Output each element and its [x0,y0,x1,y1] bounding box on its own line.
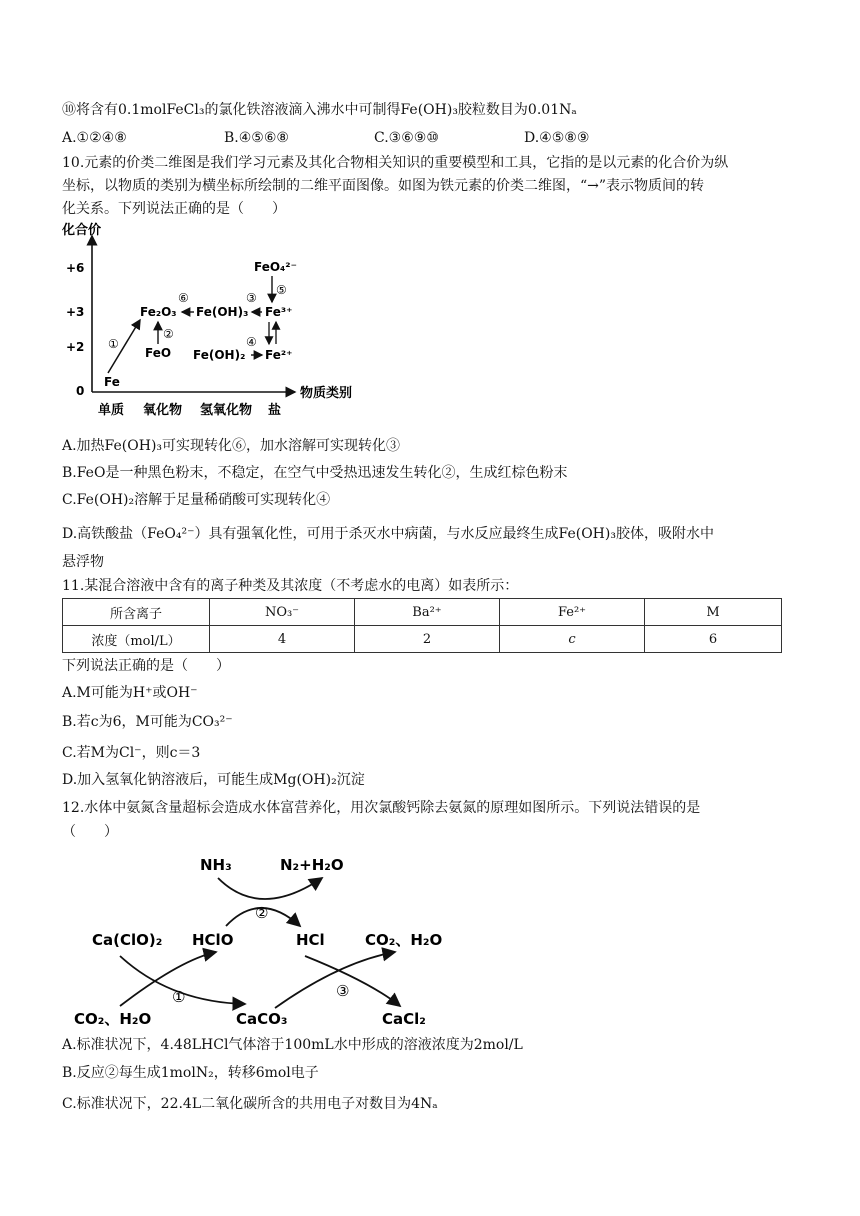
species-fe3: Fe³⁺ [265,305,293,319]
q12-option-c[interactable]: C.标准状况下，22.4L二氧化碳所含的共用电子对数目为4Nₐ [62,1096,438,1112]
label-caco3: CaCO₃ [236,1010,288,1028]
q11-stem: 11.某混合溶液中含有的离子种类及其浓度（不考虑水的电离）如表所示： [62,578,519,594]
label-hcl: HCl [296,931,325,949]
xcat-salt: 盐 [268,403,282,418]
ammonia-removal-diagram [60,842,480,1032]
x-axis-label: 物质类别 [300,386,353,401]
ytick-plus6: +6 [66,261,85,275]
q9-option-c[interactable]: C.③⑥⑨⑩ [374,130,439,146]
table-cell: 4 [210,626,355,653]
xcat-hydroxide: 氢氧化物 [200,403,253,418]
arrow-2-curve-top [218,878,322,899]
step-3: ③ [336,982,350,1000]
table-header-cell: Ba²⁺ [355,599,500,626]
q10-option-d-continued: 悬浮物 [62,554,104,570]
table-header-cell: 所含离子 [63,599,210,626]
label-hclo: HClO [192,931,234,949]
q10-option-b[interactable]: B.FeO是一种黑色粉末，不稳定，在空气中受热迅速发生转化②，生成红棕色粉末 [62,465,568,481]
q9-option-b[interactable]: B.④⑤⑥⑧ [224,130,289,146]
q9-item-10: ⑩将含有0.1molFeCl₃的氯化铁溶液滴入沸水中可制得Fe(OH)₃胶粒数目为0.01Nₐ [62,102,577,118]
step-2: ② [163,327,174,341]
table-header-row [63,599,782,626]
y-axis-label: 化合价 [62,223,102,238]
step-1: ① [172,988,186,1006]
q11-option-a[interactable]: A.M可能为H⁺或OH⁻ [62,685,198,701]
label-cacl2: CaCl₂ [382,1010,426,1028]
species-feoh2: Fe(OH)₂ [193,348,246,362]
q10-stem-line-2: 坐标，以物质的类别为横坐标所绘制的二维平面图像。如图为铁元素的价类二维图，“→”表示物质间的转 [62,178,705,194]
table-header-cell: M [645,599,782,626]
q10-option-c[interactable]: C.Fe(OH)₂溶解于足量稀硝酸可实现转化④ [62,492,331,508]
xcat-oxide: 氧化物 [143,403,183,418]
q11-option-c[interactable]: C.若M为Cl⁻，则c＝3 [62,745,201,761]
table-cell: c [500,626,645,653]
label-co2-h2o-left: CO₂、H₂O [74,1010,152,1028]
step-5: ⑤ [276,283,287,297]
species-feo4: FeO₄²⁻ [254,260,297,274]
table-row [63,626,782,653]
ytick-plus3: +3 [66,305,85,319]
q11-question: 下列说法正确的是（ ） [62,658,230,674]
table-cell: 2 [355,626,500,653]
species-fe: Fe [104,375,120,389]
ytick-zero: 0 [76,384,85,398]
step-6: ⑥ [178,291,189,305]
q12-option-a[interactable]: A.标准状况下，4.48LHCl气体溶于100mL水中形成的溶液浓度为2mol/L [62,1037,523,1053]
species-feoh3: Fe(OH)₃ [196,305,249,319]
species-fe2o3: Fe₂O₃ [140,305,177,319]
table-header-cell: NO₃⁻ [210,599,355,626]
ion-concentration-table [62,598,782,653]
q12-stem-line-1: 12.水体中氨氮含量超标会造成水体富营养化，用次氯酸钙除去氨氮的原理如图所示。下列说法错误的是 [62,800,701,816]
q10-option-a[interactable]: A.加热Fe(OH)₃可实现转化⑥，加水溶解可实现转化③ [62,438,401,454]
label-n2-h2o: N₂+H₂O [280,856,344,874]
q10-option-d[interactable]: D.高铁酸盐（FeO₄²⁻）具有强氧化性，可用于杀灭水中病菌，与水反应最终生成Fe(OH)₃胶体，吸附水中 [62,526,714,542]
step-2: ② [255,904,269,922]
label-ca-clo2: Ca(ClO)₂ [92,931,163,949]
step-4: ④ [246,335,257,349]
table-cell: 6 [645,626,782,653]
step-1: ① [108,337,119,351]
iron-valence-category-diagram [60,220,360,425]
q9-option-d[interactable]: D.④⑤⑧⑨ [524,130,590,146]
arrow-3-curve-bottom [275,952,395,1008]
ytick-plus2: +2 [66,340,85,354]
q11-option-d[interactable]: D.加入氢氧化钠溶液后，可能生成Mg(OH)₂沉淀 [62,772,365,788]
step-3: ③ [246,291,257,305]
table-header-cell: Fe²⁺ [500,599,645,626]
label-co2-h2o-right: CO₂、H₂O [365,931,443,949]
table-cell: 浓度（mol/L） [63,626,210,653]
xcat-element: 单质 [98,403,125,418]
species-feo: FeO [145,346,172,360]
q10-stem-line-1: 10.元素的价类二维图是我们学习元素及其化合物相关知识的重要模型和工具，它指的是以元素的化合价为纵 [62,155,729,171]
q9-option-a[interactable]: A.①②④⑧ [62,130,127,146]
label-nh3: NH₃ [200,856,232,874]
q12-stem-line-2: （ ） [62,824,118,840]
q12-option-b[interactable]: B.反应②每生成1molN₂，转移6mol电子 [62,1065,319,1081]
q11-option-b[interactable]: B.若c为6，M可能为CO₃²⁻ [62,714,233,730]
q10-stem-line-3: 化关系。下列说法正确的是（ ） [62,201,286,217]
species-fe2: Fe²⁺ [265,348,293,362]
